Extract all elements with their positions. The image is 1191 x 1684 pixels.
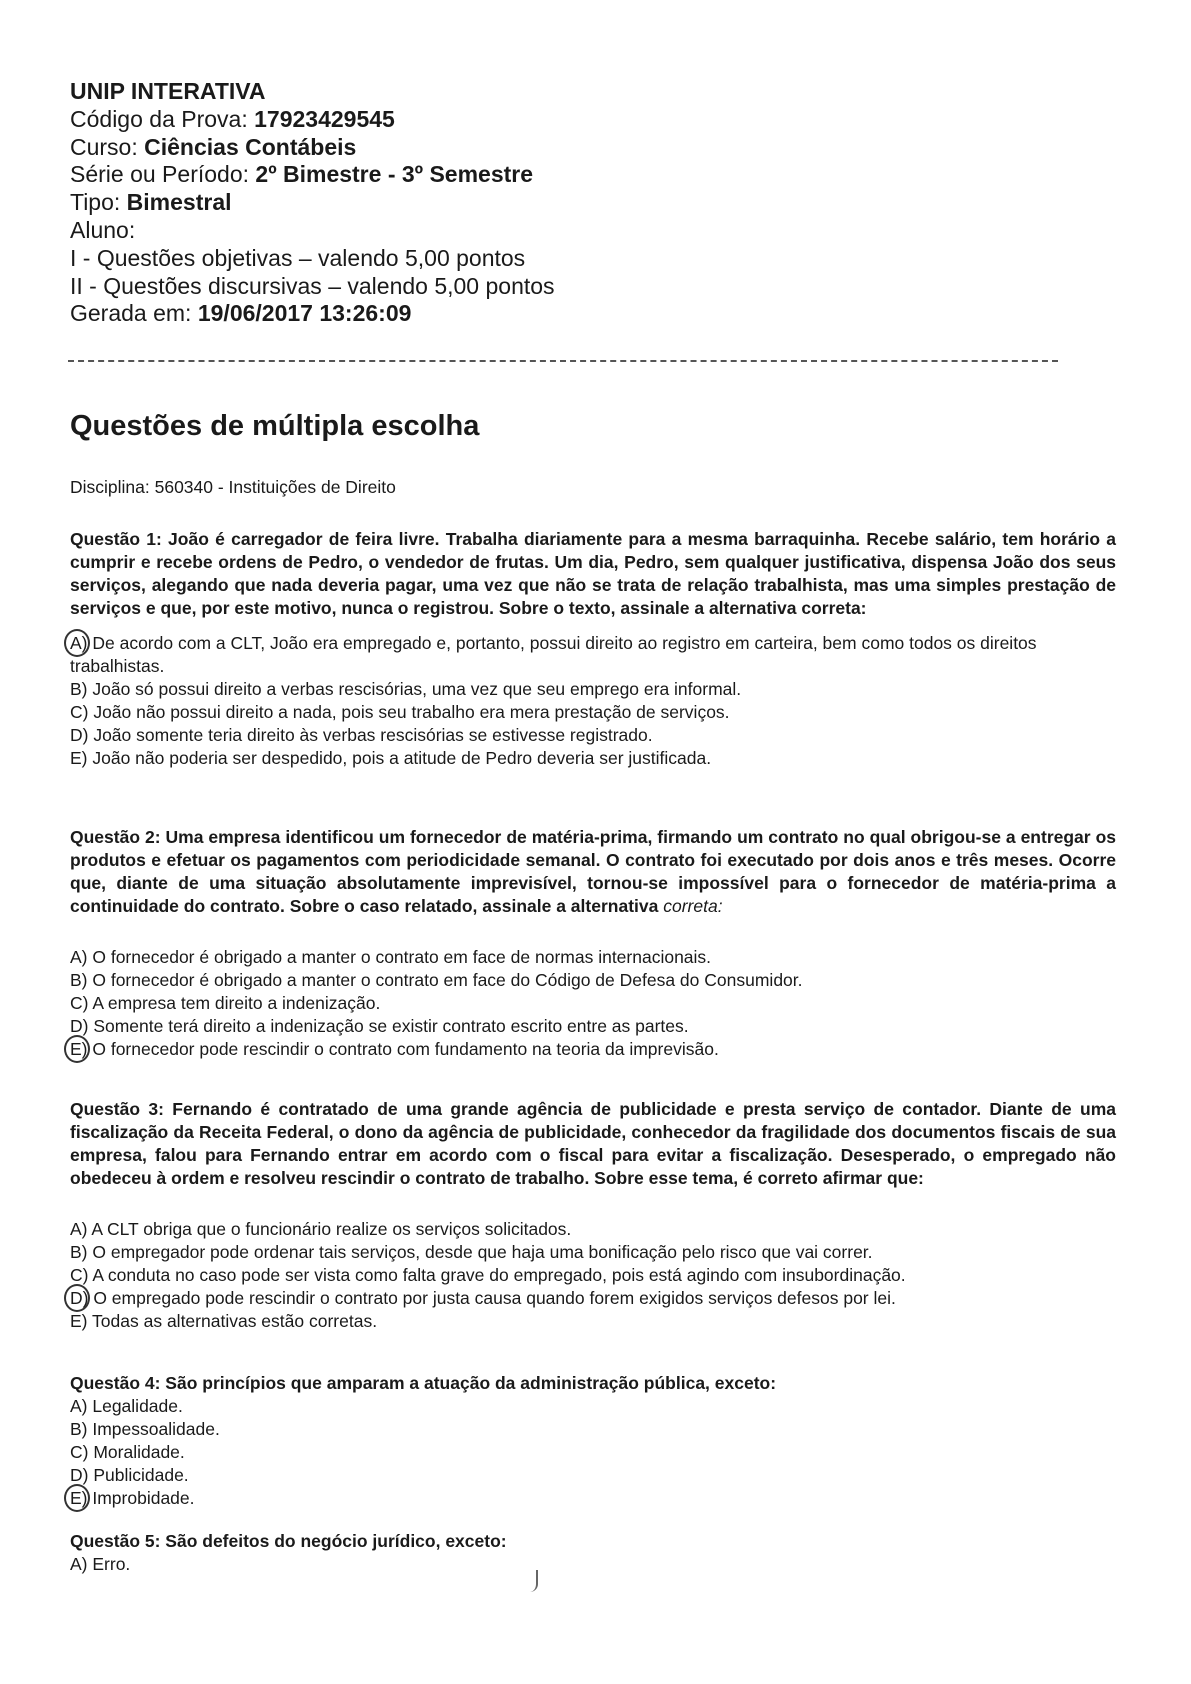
option-c[interactable]: C) A empresa tem direito a indenização. — [70, 993, 381, 1013]
option-c[interactable]: C) A conduta no caso pode ser vista como falta grave do empregado, pois está agindo com insubordinação. — [70, 1265, 906, 1285]
serie-label: Série ou Período: — [70, 161, 250, 188]
tipo-label: Tipo: — [70, 189, 121, 216]
disciplina-line: Disciplina: 560340 - Instituições de Direito — [70, 477, 396, 497]
option-e[interactable]: E) João não poderia ser despedido, pois a atitude de Pedro deveria ser justificada. — [70, 748, 712, 768]
option-list — [70, 946, 1116, 1061]
gerada-label: Gerada em: — [70, 300, 192, 327]
option-a[interactable]: A) De acordo com a CLT, João era empregado e, portanto, possui direito ao registro em carteira, bem como todos os direitos trabalhistas. — [70, 632, 1116, 678]
codigo-label: Código da Prova: — [70, 105, 248, 132]
question-5 — [70, 1530, 1116, 1576]
option-a[interactable]: A) A CLT obriga que o funcionário realize os serviços solicitados. — [70, 1219, 572, 1239]
option-c[interactable]: C) João não possui direito a nada, pois seu trabalho era mera prestação de serviços. — [70, 702, 730, 722]
dashed-divider — [68, 360, 1058, 362]
question-stem: Questão 4: São princípios que amparam a atuação da administração pública, exceto: — [70, 1373, 777, 1393]
curso-label: Curso: — [70, 133, 138, 160]
question-stem-italic: correta: — [663, 896, 723, 916]
question-stem: Questão 3: Fernando é contratado de uma grande agência de publicidade e presta serviço de contador. Diante de uma fiscalização da Receita Federal, o dono da agência de publicidade, conhecedor da fragilidade dos documentos fiscais de sua empresa, falou para Fernando entrar em acordo com o fiscal para evitar a fiscalização. Desesperado, o empregado não obedeceu à ordem e resolveu rescindir o contrato de trabalho. Sobre esse tema, é correto afirmar que: — [70, 1099, 1116, 1188]
answer-circle-mark — [64, 1484, 90, 1512]
serie-value: 2º Bimestre - 3º Semestre — [255, 161, 534, 188]
option-e[interactable]: E) Todas as alternativas estão corretas. — [70, 1311, 378, 1331]
codigo-value: 17923429545 — [254, 105, 395, 132]
aluno-line: Aluno: — [70, 216, 136, 243]
option-c[interactable]: C) Moralidade. — [70, 1442, 185, 1462]
question-1 — [70, 528, 1116, 770]
question-2 — [70, 826, 1116, 1061]
option-b[interactable]: B) O fornecedor é obrigado a manter o contrato em face do Código de Defesa do Consumidor. — [70, 970, 803, 990]
question-stem: Questão 2: Uma empresa identificou um fornecedor de matéria-prima, firmando um contrato no qual obrigou-se a entregar os produtos e efetuar os pagamentos com periodicidade semanal. O contrato foi executado por dois anos e três meses. Ocorre que, diante de uma situação absolutamente imprevisível, tornou-se impossível para o fornecedor de matéria-prima a continuidade do contrato. Sobre o caso relatado, assinale a alternativa correta: — [70, 827, 1116, 916]
section-title: Questões de múltipla escolha — [70, 410, 480, 442]
institution-name: UNIP INTERATIVA — [70, 78, 266, 104]
option-b[interactable]: B) Impessoalidade. — [70, 1419, 220, 1439]
curso-line — [70, 134, 1070, 162]
option-b[interactable]: B) O empregador pode ordenar tais serviços, desde que haja uma bonificação pelo risco que vai correr. — [70, 1242, 873, 1262]
question-3 — [70, 1098, 1116, 1333]
option-d[interactable]: D) Somente terá direito a indenização se existir contrato escrito entre as partes. — [70, 1016, 689, 1036]
tipo-value: Bimestral — [126, 189, 232, 216]
option-list — [70, 632, 1116, 770]
codigo-line — [70, 106, 1070, 134]
answer-circle-mark — [64, 629, 90, 657]
option-list — [70, 1553, 1116, 1576]
curso-value: Ciências Contábeis — [144, 133, 357, 160]
serie-line — [70, 161, 1070, 189]
answer-circle-mark — [64, 1284, 90, 1312]
option-e[interactable]: E) O fornecedor pode rescindir o contrato com fundamento na teoria da imprevisão. — [70, 1038, 1116, 1061]
objetivas-line: I - Questões objetivas – valendo 5,00 pontos — [70, 244, 526, 271]
pen-stroke-mark — [522, 1570, 538, 1592]
question-stem: Questão 1: João é carregador de feira livre. Trabalha diariamente para a mesma barraquinha. Recebe salário, tem horário a cumprir e recebe ordens de Pedro, o vendedor de frutas. Um dia, Pedro, sem qualquer justificativa, dispensa João dos seus serviços, alegando que nada deveria pagar, uma vez que não se trata de relação trabalhista, mas uma simples prestação de serviços e que, por este motivo, nunca o registrou. Sobre o texto, assinale a alternativa correta: — [70, 529, 1116, 618]
discursivas-line: II - Questões discursivas – valendo 5,00 pontos — [70, 272, 555, 299]
question-4 — [70, 1372, 1116, 1510]
option-list — [70, 1218, 1116, 1333]
option-a[interactable]: A) Erro. — [70, 1554, 131, 1574]
gerada-value: 19/06/2017 13:26:09 — [197, 300, 412, 327]
tipo-line — [70, 189, 1070, 217]
answer-circle-mark — [64, 1035, 90, 1063]
option-d[interactable]: D) O empregado pode rescindir o contrato por justa causa quando forem exigidos serviços defesos por lei. — [70, 1287, 1116, 1310]
option-a[interactable]: A) Legalidade. — [70, 1396, 183, 1416]
option-d[interactable]: D) João somente teria direito às verbas rescisórias se estivesse registrado. — [70, 725, 653, 745]
gerada-line — [70, 300, 1070, 328]
option-a[interactable]: A) O fornecedor é obrigado a manter o contrato em face de normas internacionais. — [70, 947, 712, 967]
exam-header — [70, 78, 1070, 328]
question-stem: Questão 5: São defeitos do negócio jurídico, exceto: — [70, 1531, 507, 1551]
option-e[interactable]: E) Improbidade. — [70, 1487, 1116, 1510]
option-d[interactable]: D) Publicidade. — [70, 1465, 189, 1485]
option-b[interactable]: B) João só possui direito a verbas rescisórias, uma vez que seu emprego era informal. — [70, 679, 742, 699]
option-list — [70, 1395, 1116, 1510]
